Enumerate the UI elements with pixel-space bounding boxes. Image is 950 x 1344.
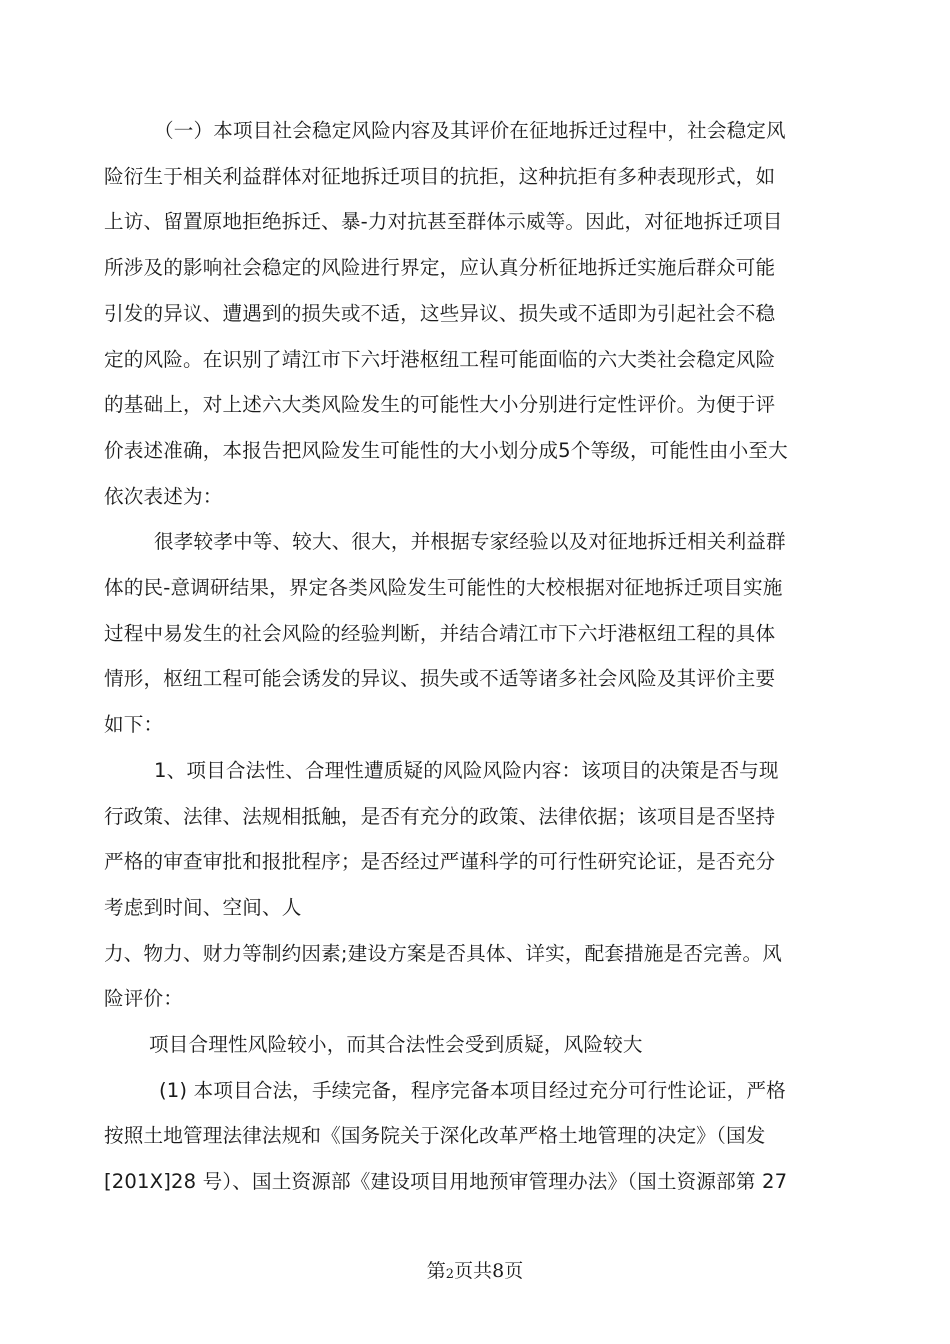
text-line: 1、项目合法性、合理性遭质疑的风险风险内容：该项目的决策是否与现 [154, 758, 779, 782]
text-line: 上访、留置原地拒绝拆迁、暴-力对抗甚至群体示威等。因此，对征地拆迁项目 [104, 210, 783, 234]
paragraph-constraints [104, 931, 854, 1022]
text-line: 险衍生于相关利益群体对征地拆迁项目的抗拒，这种抗拒有多种表现形式，如 [104, 164, 776, 188]
footer-prefix: 第 [426, 1260, 446, 1282]
page-number-current: 2 [445, 1267, 455, 1282]
footer-suffix: 页 [504, 1260, 524, 1282]
text-line: 考虑到时间、空间、人 [104, 895, 302, 919]
text-line: 项目合理性风险较小，而其合法性会受到质疑，风险较大 [149, 1033, 643, 1057]
text-line: （一）本项目社会稳定风险内容及其评价在征地拆迁过程中，社会稳定风 [154, 119, 786, 142]
paragraph-risk-levels [104, 519, 854, 748]
text-line: 过程中易发生的社会风险的经验判断，并结合靖江市下六圩港枢纽工程的具体 [104, 621, 776, 645]
paragraph-legality-risk [104, 748, 854, 931]
text-line: 依次表述为： [104, 484, 223, 508]
text-line: 的基础上，对上述六大类风险发生的可能性大小分别进行定性评价。为便于评 [104, 393, 776, 417]
text-line: 按照土地管理法律法规和《国务院关于深化改革严格土地管理的决定》（国发 [104, 1124, 766, 1148]
text-line: [201X]28 号）、国土资源部《建设项目用地预审管理办法》（国土资源部第 27 [104, 1170, 788, 1194]
text-line: 行政策、法律、法规相抵触，是否有充分的政策、法律依据；该项目是否坚持 [104, 804, 776, 828]
paragraph-legal-procedure [104, 1068, 854, 1205]
text-line: 力、物力、财力等制约因素;建设方案是否具体、详实，配套措施是否完善。风 [104, 941, 783, 965]
text-line: 定的风险。在识别了靖江市下六圩港枢纽工程可能面临的六大类社会稳定风险 [104, 347, 776, 371]
text-line: 所涉及的影响社会稳定的风险进行界定，应认真分析征地拆迁实施后群众可能 [104, 256, 776, 280]
document-body [104, 108, 854, 1205]
text-line: 很孝较孝中等、较大、很大，并根据专家经验以及对征地拆迁相关利益群 [154, 530, 786, 554]
page-number-total: 8 [492, 1260, 505, 1282]
text-line: 价表述准确，本报告把风险发生可能性的大小划分成5个等级，可能性由小至大 [104, 438, 788, 462]
text-line: 情形，枢纽工程可能会诱发的异议、损失或不适等诸多社会风险及其评价主要 [104, 667, 776, 691]
text-line: 体的民-意调研结果，界定各类风险发生可能性的大校根据对征地拆迁项目实施 [104, 576, 783, 600]
paragraph-risk-intro [104, 108, 854, 519]
page-footer [0, 1256, 950, 1283]
text-line: 引发的异议、遭遇到的损失或不适，这些异议、损失或不适即为引起社会不稳 [104, 301, 776, 325]
text-line: (1) 本项目合法，手续完备，程序完备本项目经过充分可行性论证，严格 [159, 1078, 786, 1102]
paragraph-risk-summary [104, 1022, 854, 1068]
footer-middle: 页共 [454, 1260, 493, 1282]
text-line: 险评价： [104, 987, 183, 1011]
text-line: 严格的审查审批和报批程序；是否经过严谨科学的可行性研究论证，是否充分 [104, 850, 776, 874]
text-line: 如下： [104, 713, 164, 737]
